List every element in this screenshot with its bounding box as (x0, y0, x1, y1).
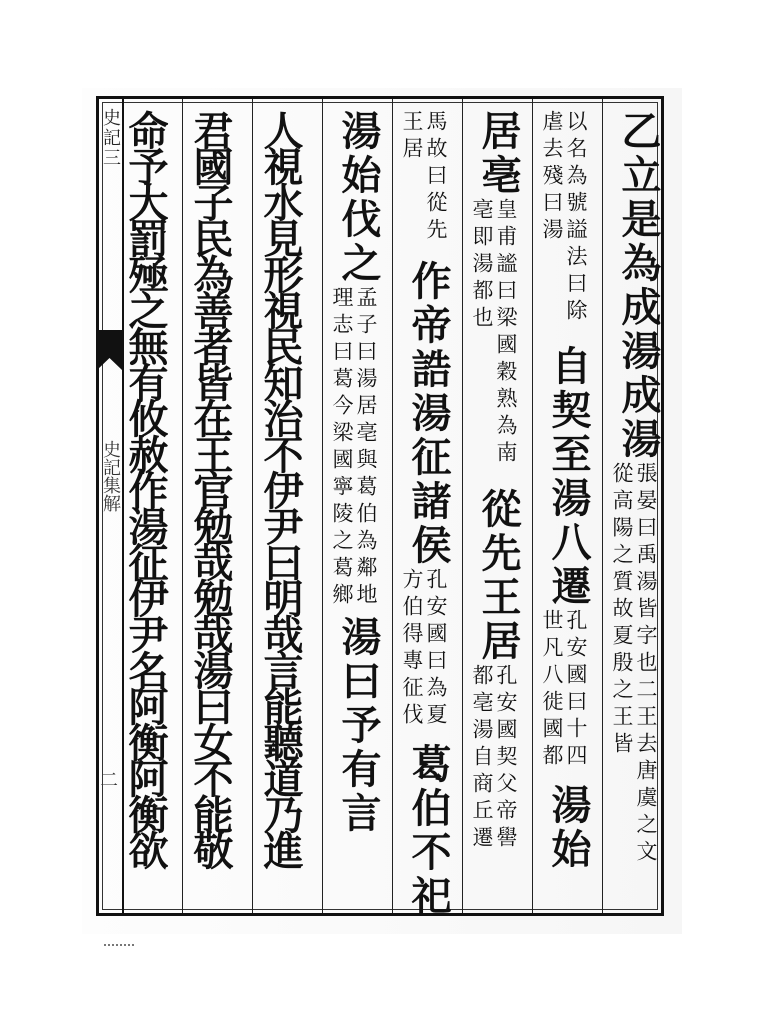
commentary-note: 張晏曰禹湯皆字也二王去唐虞之文從高陽之質故夏殷之王皆 (610, 462, 658, 867)
main-text: 湯曰予有言 (335, 616, 382, 836)
bottom-dots (104, 944, 134, 948)
main-text: 從先王居 (475, 488, 522, 664)
commentary-note: 孔安國曰十四世凡八徙國都 (540, 609, 588, 771)
main-text: 湯始伐之 (335, 110, 382, 286)
column-rule (252, 99, 253, 913)
column-rule (392, 99, 393, 913)
commentary-note: 孟子曰湯居亳與葛伯為鄰地理志曰葛今梁國寧陵之葛鄉 (330, 286, 378, 610)
text-column-1 (610, 110, 662, 910)
book-title: 史記集解 (100, 440, 121, 512)
text-column-6 (257, 110, 304, 910)
text-column-7 (187, 110, 234, 910)
text-column-8 (122, 110, 169, 910)
main-text: 人視水見形視民知治不伊尹曰明哉言能聽道乃進 (257, 110, 304, 866)
text-column-2 (540, 110, 592, 910)
commentary-note: 孔安國曰為夏方伯得專征伐 (400, 568, 448, 730)
commentary-note: 以名為號謚法曰除虐去殘曰湯 (540, 110, 588, 326)
main-text: 作帝誥湯征諸侯 (405, 260, 452, 568)
volume-label: 史記三 (100, 108, 121, 168)
main-text: 湯始 (545, 784, 592, 872)
text-column-5 (330, 110, 382, 910)
commentary-note: 孔安國契父帝嚳都亳湯自商丘遷 (470, 664, 518, 853)
main-text: 自契至湯八遷 (545, 345, 592, 609)
column-rule (462, 99, 463, 913)
page-number: 二 (97, 770, 118, 788)
column-rule (322, 99, 323, 913)
commentary-note: 馬故曰從先王居 (400, 110, 448, 245)
text-column-3 (470, 110, 522, 910)
text-column-4 (400, 110, 452, 919)
commentary-note: 皇甫謐曰梁國穀熟為南亳即湯都也 (470, 198, 518, 468)
column-rule (602, 99, 603, 913)
main-text: 命予大罰殛之無有攸赦作湯征伊尹名阿衡阿衡欲 (122, 110, 169, 866)
main-text: 葛伯不祀 (405, 743, 452, 919)
main-text: 君國子民為善者皆在王官勉哉勉哉湯曰女不能敬 (187, 110, 234, 866)
column-rule (182, 99, 183, 913)
main-text: 乙立是為成湯成湯 (615, 110, 662, 462)
column-rule (532, 99, 533, 913)
main-text: 居亳 (475, 110, 522, 198)
